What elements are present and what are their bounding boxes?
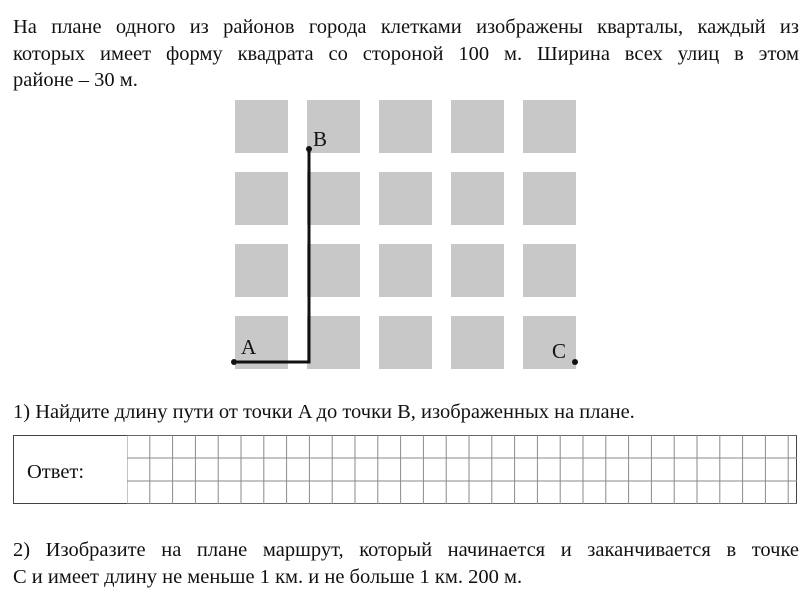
point-b-label: B xyxy=(313,127,328,151)
city-block xyxy=(451,100,504,153)
city-block xyxy=(523,172,576,225)
point-c-dot xyxy=(572,359,578,365)
city-block xyxy=(451,316,504,369)
city-block xyxy=(307,172,360,225)
city-block xyxy=(379,172,432,225)
city-block xyxy=(523,244,576,297)
city-block xyxy=(523,100,576,153)
city-blocks xyxy=(235,100,576,369)
city-block xyxy=(235,172,288,225)
answer-grid-lines xyxy=(127,435,797,504)
problem-statement xyxy=(13,14,799,94)
point-a-dot xyxy=(231,359,237,365)
city-block xyxy=(523,316,576,369)
city-block xyxy=(307,244,360,297)
city-plan xyxy=(225,92,590,377)
question-2-line-1: 2) Изобразите на плане маршрут, который начинается и заканчивается в точке xyxy=(13,539,799,561)
problem-line-2: которых имеет форму квадрата со стороной 100 м. Ширина всех улиц в этом xyxy=(13,42,799,65)
answer-label: Ответ: xyxy=(27,461,85,483)
problem-line-1: На плане одного из районов города клетками изображены кварталы, каждый из xyxy=(13,16,799,38)
question-2 xyxy=(13,537,799,591)
point-c-label: C xyxy=(552,339,567,363)
point-a-label: A xyxy=(241,335,257,359)
city-block xyxy=(379,244,432,297)
answer-grid[interactable] xyxy=(127,435,797,504)
city-block xyxy=(451,244,504,297)
city-block xyxy=(379,316,432,369)
city-block xyxy=(307,316,360,369)
city-block xyxy=(235,100,288,153)
question-1: 1) Найдите длину пути от точки A до точки B, изображенных на плане. xyxy=(13,401,635,423)
question-2-line-2: C и имеет длину не меньше 1 км. и не больше 1 км. 200 м. xyxy=(13,566,523,588)
point-b-dot xyxy=(306,146,312,152)
city-block xyxy=(235,244,288,297)
city-block xyxy=(451,172,504,225)
problem-line-3: районе – 30 м. xyxy=(13,69,138,91)
city-block xyxy=(379,100,432,153)
